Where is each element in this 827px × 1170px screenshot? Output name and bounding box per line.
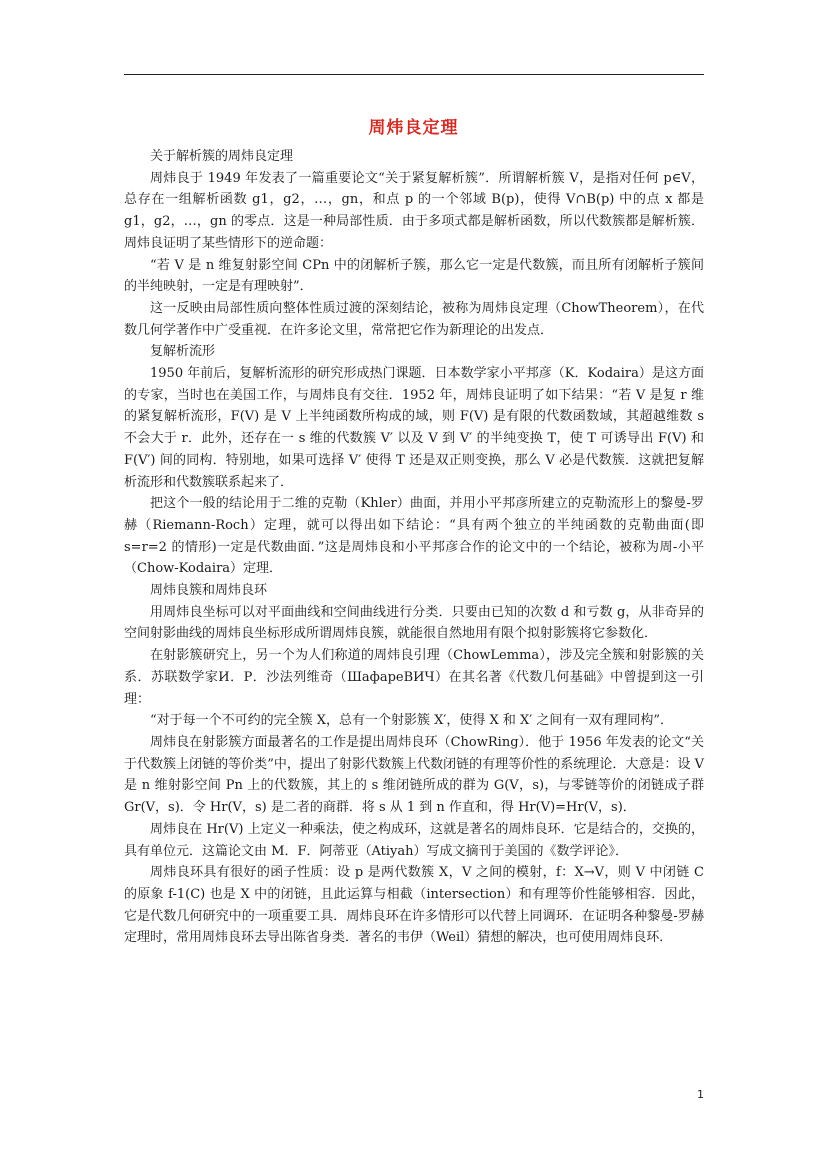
paragraph-chow-variety: 用周炜良坐标可以对平面曲线和空间曲线进行分类．只要由已知的次数 d 和亏数 g，从非奇异的空间射影曲线的周炜良坐标形成所谓周炜良簇，就能很自然地用有限个拟射影簇将它参数化． (124, 604, 704, 642)
paragraph-chow-ring-product: 周炜良在 Hr(V) 上定义一种乘法，使之构成环，这就是著名的周炜良环．它是结合的，交换的，具有单位元．这篇论文由 M．F．阿蒂亚（Atiyah）写成文摘刊于美国的《数学评论》． (124, 821, 704, 859)
section-heading-chow-variety-ring: 周炜良簇和周炜良环 (150, 583, 268, 599)
document-body (124, 146, 704, 949)
section-heading-analytic-variety: 关于解析簇的周炜良定理 (150, 149, 294, 164)
page-title: 周炜良定理 (368, 118, 459, 138)
paragraph-chow-ring-functoriality: 周炜良环具有很好的函子性质：设 p 是两代数簇 X，V 之间的模射，f：X→V，则 V 中闭链 C 的原象 f-1(C) 也是 X 中的闭链，且此运算与相截（intersection）和有理等价性能够相容．因此，它是代数几何研究中的一项重要工具．周炜良环在许多情形可以代替上同调环．在证明各种黎曼-罗赫定理时，常用周炜良环去导出陈省身类．著名的韦伊（Weil）猜想的解决，也可使用周炜良环． (124, 865, 704, 946)
header-rule (124, 74, 704, 75)
quote-chow-lemma: “对于每一个不可约的完全簇 X，总有一个射影簇 X′，使得 X 和 X′ 之间有一双有理同构”． (150, 713, 674, 729)
paragraph-chow-1949-paper: 周炜良于 1949 年发表了一篇重要论文“关于紧复解析簇”．所谓解析簇 V，是指对任何 p∈V，总存在一组解析函数 g1，g2，…，gn，和点 p 的一个邻域 B(p)，使得 V∩B(p) 中的点 x 都是 g1，g2，…，gn 的零点．这是一种局部性质．由于多项式都是解析函数，所以代数簇都是解析簇．周炜良证明了某些情形下的逆命题： (124, 170, 704, 251)
page-number: 1 (697, 1088, 704, 1101)
quote-chow-theorem: “若 V 是 n 维复射影空间 CPn 中的闭解析子簇，那么它一定是代数簇，而且所有闭解析子簇间的半纯映射，一定是有理映射”． (124, 257, 704, 295)
paragraph-chow-theorem: 这一反映由局部性质向整体性质过渡的深刻结论，被称为周炜良定理（ChowTheorem），在代数几何学著作中广受重视．在许多论文里，常常把它作为新理论的出发点． (124, 300, 704, 338)
paragraph-chow-lemma: 在射影簇研究上，另一个为人们称道的周炜良引理（ChowLemma），涉及完全簇和射影簇的关系．苏联数学家И．Р．沙法列维奇（ШафареВИЧ）在其名著《代数几何基础》中曾提到这一引理： (124, 648, 704, 707)
paragraph-complex-manifold: 1950 年前后，复解析流形的研究形成热门课题．日本数学家小平邦彦（K．Kodaira）是这方面的专家，当时也在美国工作，与周炜良有交往．1952 年，周炜良证明了如下结果：“若 V 是复 r 维的紧复解析流形，F(V) 是 V 上半纯函数所构成的域，则 F(V) 是有限的代数函数域，其超越维数 s 不会大于 r．此外，还存在一 s 维的代数簇 V′ 以及 V 到 V′ 的半纯变换 T，使 T 可诱导出 F(V) 和 F(V′) 间的同构．特别地，如果可选择 V′ 使得 T 还是双正则变换，那么 V 必是代数簇．这就把复解析流形和代数簇联系起来了． (124, 366, 704, 490)
section-heading-complex-manifold: 复解析流形 (150, 344, 216, 360)
paragraph-chow-ring: 周炜良在射影簇方面最著名的工作是提出周炜良环（ChowRing）．他于 1956 年发表的论文“关于代数簇上闭链的等价类”中，提出了射影代数簇上代数闭链的有理等价性的系统理论．大意是：设 V 是 n 维射影空间 Pn 上的代数簇，其上的 s 维闭链所成的群为 G(V，s)，与零链等价的闭链成子群 Gr(V，s)．令 Hr(V，s) 是二者的商群．将 s 从 1 到 n 作直和，得 Hr(V)=Hr(V，s)． (124, 734, 704, 816)
paragraph-chow-kodaira: 把这个一般的结论用于二维的克勒（Khler）曲面，并用小平邦彦所建立的克勒流形上的黎曼-罗赫（Riemann-Roch）定理，就可以得出如下结论：“具有两个独立的半纯函数的克勒曲面(即 s=r=2 的情形)一定是代数曲面．”这是周炜良和小平邦彦合作的论文中的一个结论，被称为周-小平（Chow-Kodaira）定理． (124, 496, 704, 577)
